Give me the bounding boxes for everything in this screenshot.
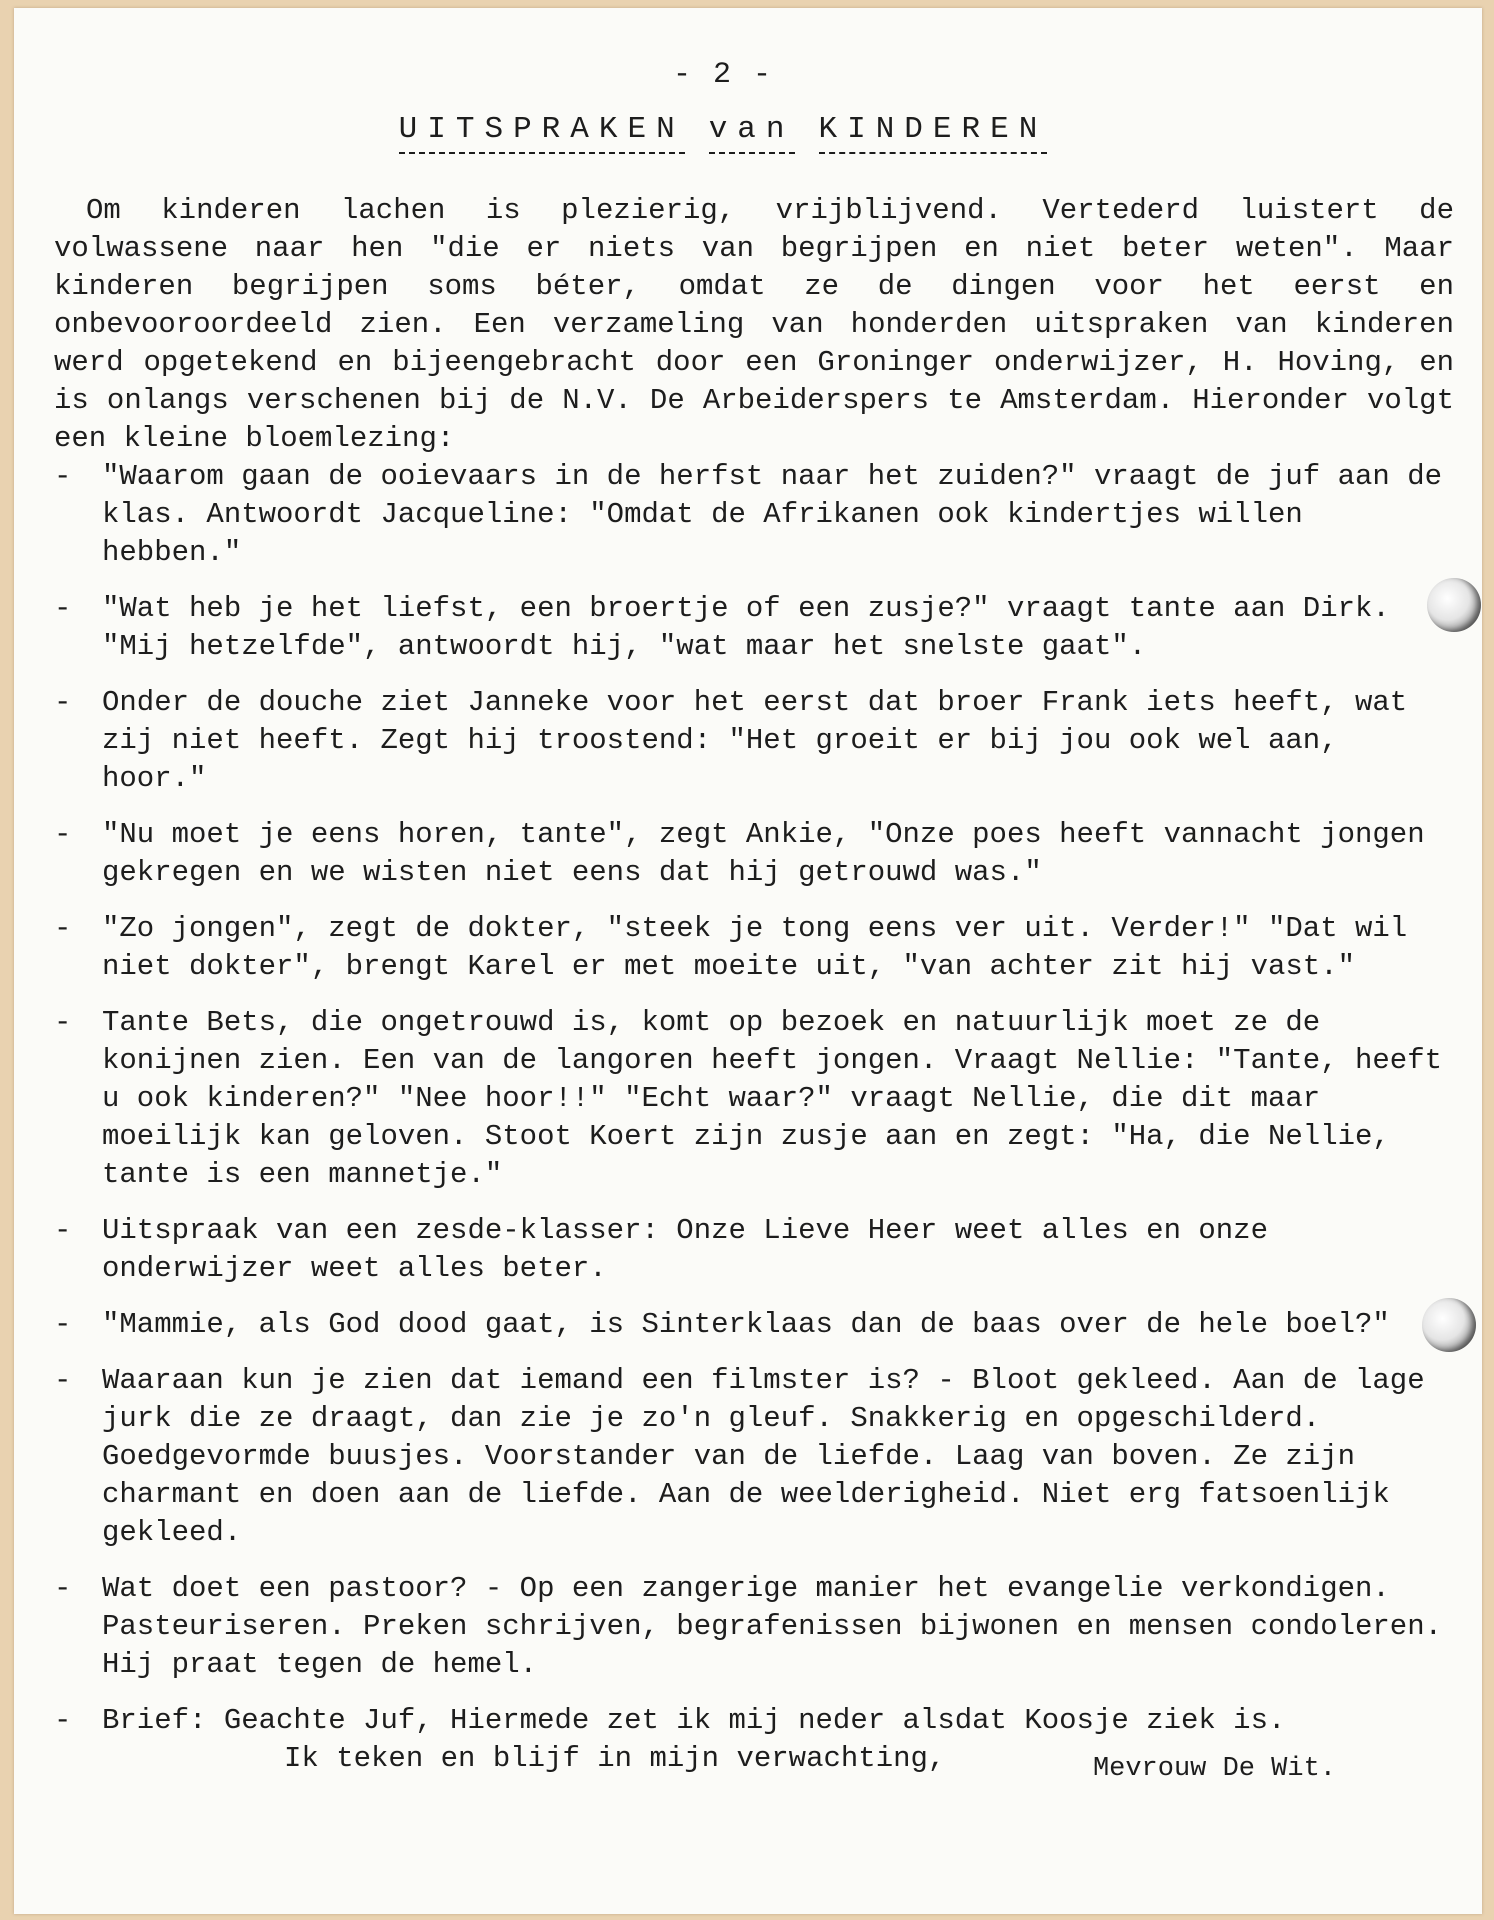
page-title [14,112,1432,147]
quote-text: "Wat heb je het liefst, een broertje of een zusje?" vraagt tante aan Dirk. "Mij hetzelfde", antwoordt hij, "wat maar het snelste gaat". [102,592,1390,663]
document-page [14,8,1482,1914]
intro-paragraph: Om kinderen lachen is plezierig, vrijblijvend. Vertederd luistert de volwassene naar hen "die er niets van begrijpen en niet beter weten". Maar kinderen begrijpen soms béter, omdat ze de dingen voor het eerst en onbevooroordeeld zien. Een verzameling van honderden uitspraken van kinderen werd opgetekend en bijeengebracht door een Groninger onderwijzer, H. Hoving, en is onlangs verschenen bij de N.V. De Arbeiderspers te Amsterdam. Hieronder volgt een kleine bloemlezing: [54,194,1454,455]
list-item [54,590,1454,666]
bullet-dash: - [54,592,72,625]
letter-line-1: Brief: Geachte Juf, Hiermede zet ik mij neder alsdat Koosje ziek is. [102,1704,1286,1737]
bullet-dash: - [54,1006,72,1039]
letter-closing [102,1740,1454,1784]
list-item [54,910,1454,986]
letter-item [54,1702,1454,1784]
list-item [54,1362,1454,1552]
quote-text: "Waarom gaan de ooievaars in de herfst naar het zuiden?" vraagt de juf aan de klas. Antwoordt Jacqueline: "Omdat de Afrikanen ook kindertjes willen hebben." [102,460,1443,569]
letter-line-2: Ik teken en blijf in mijn verwachting, [284,1742,946,1775]
list-item [54,684,1454,798]
bullet-dash: - [54,460,72,493]
quote-list [54,458,1454,1784]
quote-text: Waaraan kun je zien dat iemand een filmster is? - Bloot gekleed. Aan de lage jurk die ze draagt, dan zie je zo'n gleuf. Snakkerig en opgeschilderd. Goedgevormde buusjes. Voorstander van de liefde. Laag van boven. Ze zijn charmant en doen aan de liefde. Aan de weelderigheid. Niet erg fatsoenlijk gekleed. [102,1364,1425,1549]
quote-text: Uitspraak van een zesde-klasser: Onze Lieve Heer weet alles en onze onderwijzer weet alles beter. [102,1214,1268,1285]
quote-text: "Mammie, als God dood gaat, is Sinterklaas dan de baas over de hele boel?" [102,1308,1390,1341]
list-item [54,1306,1454,1344]
title-word-2: van [709,112,795,154]
title-word-1: UITSPRAKEN [399,112,685,154]
bullet-dash: - [54,1214,72,1247]
quote-text: Tante Bets, die ongetrouwd is, komt op bezoek en natuurlijk moet ze de konijnen zien. Een van de langoren heeft jongen. Vraagt Nellie: "Tante, heeft u ook kinderen?" "Nee hoor!!" "Echt waar?" vraagt Nellie, die dit maar moeilijk kan geloven. Stoot Koert zijn zusje aan en zegt: "Ha, die Nellie, tante is een mannetje." [102,1006,1443,1191]
bullet-dash: - [54,1572,72,1605]
quote-text: Onder de douche ziet Janneke voor het eerst dat broer Frank iets heeft, wat zij niet heeft. Zegt hij troostend: "Het groeit er bij jou ook wel aan, hoor." [102,686,1408,795]
list-item [54,1212,1454,1288]
article-body [54,192,1454,1796]
quote-text: "Nu moet je eens horen, tante", zegt Ankie, "Onze poes heeft vannacht jongen gekregen en we wisten niet eens dat hij getrouwd was." [102,818,1425,889]
bullet-dash: - [54,1704,72,1737]
bullet-dash: - [54,818,72,851]
list-item [54,458,1454,572]
bullet-dash: - [54,1364,72,1397]
letter-signature: Mevrouw De Wit. [1092,1754,1336,1784]
quote-text: "Zo jongen", zegt de dokter, "steek je tong eens ver uit. Verder!" "Dat wil niet dokter", brengt Karel er met moeite uit, "van achter zit hij vast." [102,912,1408,983]
bullet-dash: - [54,686,72,719]
title-word-3: KINDEREN [819,112,1048,154]
bullet-dash: - [54,912,72,945]
list-item [54,816,1454,892]
list-item [54,1004,1454,1194]
list-item [54,1570,1454,1684]
page-number: - 2 - [672,58,773,92]
bullet-dash: - [54,1308,72,1341]
quote-text: Wat doet een pastoor? - Op een zangerige manier het evangelie verkondigen. Pasteuriseren. Preken schrijven, begrafenissen bijwonen en mensen condoleren. Hij praat tegen de hemel. [102,1572,1443,1681]
